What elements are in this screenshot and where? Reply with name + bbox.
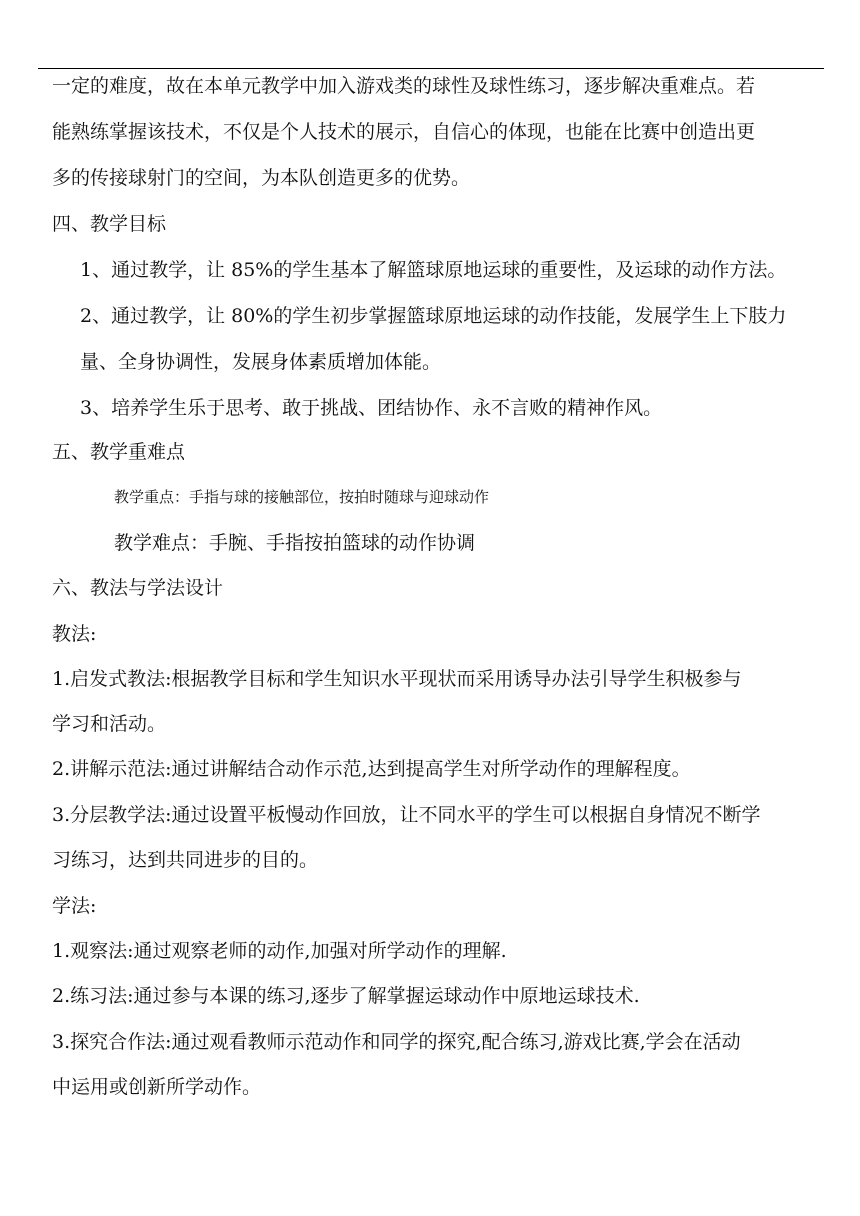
section-heading-objectives: 四、教学目标 <box>52 213 167 235</box>
teaching-method-1: 1.启发式教法:根据教学目标和学生知识水平现状而采用诱导办法引导学生积极参与 <box>52 668 742 690</box>
teaching-method-1-continued: 学习和活动。 <box>52 713 167 735</box>
teaching-method-3: 3.分层教学法:通过设置平板慢动作回放，让不同水平的学生可以根据自身情况不断学 <box>52 804 761 826</box>
learning-method-2: 2.练习法:通过参与本课的练习,逐步了解掌握运球动作中原地运球技术. <box>52 985 640 1007</box>
objective-item-1: 1、通过教学，让 85%的学生基本了解篮球原地运球的重要性，及运球的动作方法。 <box>80 259 787 281</box>
learning-method-3-continued: 中运用或创新所学动作。 <box>52 1076 262 1098</box>
teaching-method-3-continued: 习练习，达到共同进步的目的。 <box>52 849 319 871</box>
objective-item-2: 2、通过教学，让 80%的学生初步掌握篮球原地运球的动作技能，发展学生上下肢力 <box>80 305 787 327</box>
objective-item-3: 3、培养学生乐于思考、敢于挑战、团结协作、永不言败的精神作风。 <box>80 397 663 419</box>
intro-line-3: 多的传接球射门的空间，为本队创造更多的优势。 <box>52 167 471 189</box>
intro-line-1: 一定的难度，故在本单元教学中加入游戏类的球性及球性练习，逐步解决重难点。若 <box>52 75 756 97</box>
objective-item-2-continued: 量、全身协调性，发展身体素质增加体能。 <box>80 351 442 373</box>
learning-method-1: 1.观察法:通过观察老师的动作,加强对所学动作的理解. <box>52 940 507 962</box>
section-heading-methods: 六、教法与学法设计 <box>52 577 224 599</box>
key-point-difficulty: 教学难点：手腕、手指按拍篮球的动作协调 <box>114 532 476 554</box>
key-point-focus: 教学重点：手指与球的接触部位，按拍时随球与迎球动作 <box>114 488 490 506</box>
teaching-methods-label: 教法: <box>52 623 97 645</box>
header-rule <box>38 68 824 69</box>
teaching-method-2: 2.讲解示范法:通过讲解结合动作示范,达到提高学生对所学动作的理解程度。 <box>52 758 691 780</box>
intro-line-2: 能熟练掌握该技术，不仅是个人技术的展示，自信心的体现，也能在比赛中创造出更 <box>52 121 756 143</box>
learning-methods-label: 学法: <box>52 895 97 917</box>
section-heading-key-points: 五、教学重难点 <box>52 441 186 463</box>
learning-method-3: 3.探究合作法:通过观看教师示范动作和同学的探究,配合练习,游戏比赛,学会在活动 <box>52 1031 741 1053</box>
